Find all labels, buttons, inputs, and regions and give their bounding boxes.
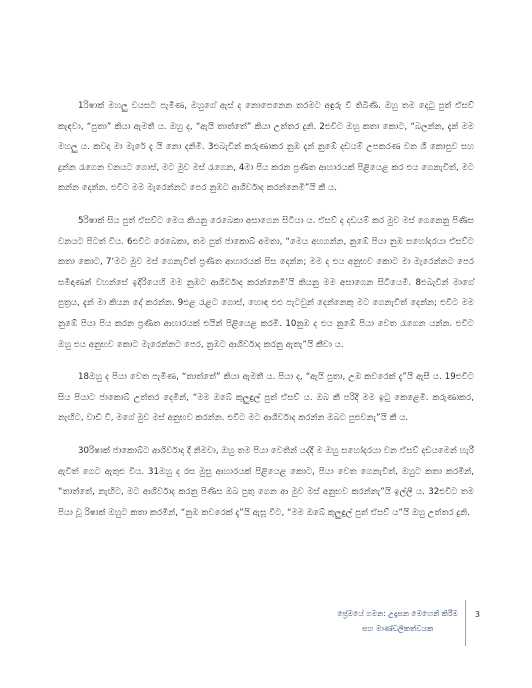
paragraph-2: 5රිෂාක් සිය පුත් ඒසව්ට මෙය කියනු රෙබෙකා අසාගෙන සිටියා ය. ඒසව් ද දඩයම් කර මුව මස් ගෙනෙනු පිණිස වනයට පිටත් විය. 6එවිට රෙබෙකා, තම පුත් ජාකොබ් අමතා, “මෙය අහගන්න, නුඹේ පියා නුඹ සහෝදරයා ඒසව්ට කතා කොට, 7‘මට මුව මස් ගෙනැවිත් ප්‍රණීත ආහාරයක් පිස දෙන්න; මම ද එය අනුභව කොට මා මැරෙන්නට පෙර සමිඳාණන් වහන්සේ ඉදිරියෙහි මම නුඹට ආශිර්වාද කරන්නෙමි’යි කියනු මම අසාගෙන සිටියෙමි. 8එබැවින් මාගේ පුත්‍රය, දැන් මා කියන දේ කරන්න. 9එළ රැළට ගොස්, හොඳ එළු පැටවුන් දෙන්නෙකු මට ගෙනැවිත් දෙන්න; එවිට මම නුඹේ පියා පිය කරන ප්‍රණීත ආහාරයක් එයින් පිළියෙළ කරමි. 10නුඹ ද එය නුඹේ පියා වෙත රැගෙන යන්න. එවිට ඔහු එය අනුභව කොට මැරෙන්නට පෙර, නුඹට ආශිර්වාද කරනු ඇතැ”යි කීවා ය. — [58, 215, 474, 350]
paragraph-1: 1රිෂාක් මහලු වයසට පැමිණ, ඔහුගේ ඇස් ද නොපෙනෙන තරමට අඳුරු වී තිබිණි. ඔහු තම දෙටු පුත් ඒසව් කැඳවා, “පුතා” කියා ඇමතී ය. ඔහු ද, “ඇයි තාත්තේ” කියා උත්තර දුනි. 2එවිට ඔහු කතා කොට, “බලන්න, දැන් මම මහලු ය. කවදා මා මැරේ දැ යි නො දනිමි. 3එබැවින් කරුණාකර නුඹ දැන් නුඹේ දඩයම් උපකරණ වන ශී කොපුව සහ දුන්න රැගෙන වනයට ගොස්, මට මුව මස් රැගෙන, 4මා පිය කරන ප්‍රණීත ආහාරයක් පිළියෙළ කර එය ගෙනැවිත්, මට කන්න දෙන්න. එවිට මම මැරෙන්නට පෙර නුඹට ආශිර්වාද කරන්නෙමි”යි කී ය. — [58, 101, 474, 194]
paragraph-3: 18ඔහු ද පියා වෙත පැමිණ, “තාත්තේ” කියා ඇමතී ය. පියා ද, “ඇයි පුතා, උඹ කවරෙක් දැ”යි ඇසී ය. 19එවිට සිය පියාට ජාකොබ් උත්තර දෙමින්, “මම ඔබේ කුලුඳුල් පුත් ඒසව් ය. ඔබ කී පරිදි මම ඉටු කෙළෙමි. කරුණාකර, නැඟිට, වාඩි වී, මගේ මුව මස් අනුභව කරන්න. එවිට මට ආශිර්වාද කරන්න ඔබට පුළුවනැ”යි කී ය. — [58, 372, 474, 424]
footer-divider — [465, 600, 466, 646]
footer-title-line-2: සහ මාණ්ඩලිකත්වයක — [362, 624, 434, 633]
paragraph-4: 30රිෂාක් ජාකොබ්ට ආශිර්වාද දී නිමවා, ඔහු තම පියා වෙතින් යද්දී ම ඔහු සහෝදරයා වන ඒසව් දඩයමෙන් හැරී ඇවිත් ගෙට ඇතුළු විය. 31ඔහු ද රස මුසු ආහාරයක් පිළියෙළ කොට, පියා වෙත ගෙනැවිත්, ඔහුට කතා කරමින්, “තාත්තේ, නැඟිට, මට ආශිර්වාද කරනු පිණිස ඔබ පුතු ගෙන ආ මුව මස් අනුභව කරන්නැ”යි ඉල්ලී ය. 32එවිට තම පියා වූ රිෂාක් ඔහුට කතා කරමින්, “නුඹ කවරෙක් දැ”යි ඇසූ විට, “මම ඔබේ කුලුඳුල් පුත් ඒසව් ය”යි ඔහු උත්තර දුනි. — [58, 445, 474, 518]
footer-title-line-1: ප්‍රේමයේ ගමන: උදෑසන මෙහෙනි කිරීම — [337, 609, 458, 618]
page-number: 3 — [474, 610, 480, 619]
page-footer — [290, 600, 480, 646]
document-body — [58, 96, 474, 535]
footer-title — [337, 606, 458, 636]
